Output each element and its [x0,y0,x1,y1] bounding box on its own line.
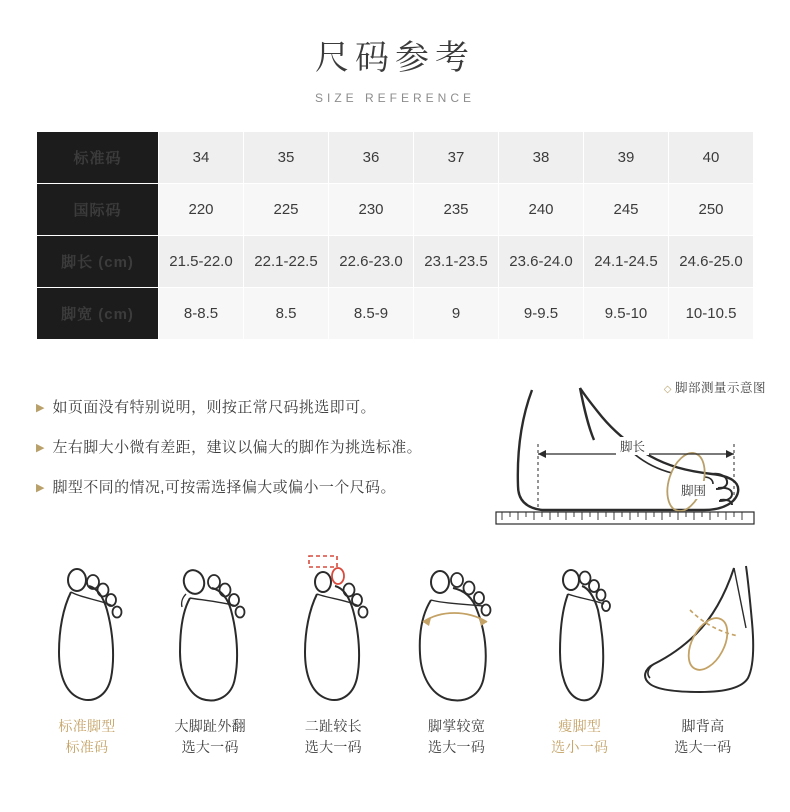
foot-type-line2: 标准码 [65,739,109,755]
foot-type-caption [174,716,246,758]
foot-type-line2: 选小一码 [551,739,609,755]
foot-type-caption [551,716,608,758]
row-label: 标准码 [37,131,159,183]
triangle-bullet-icon: ▶ [36,402,45,414]
table-cell: 250 [669,183,754,235]
foot-measure-diagram [472,382,772,537]
foot-illustration-standard [41,540,133,708]
table-cell: 22.1-22.5 [244,235,329,287]
foot-bunion-icon [164,548,256,708]
table-cell: 38 [499,131,584,183]
table-cell: 9-9.5 [499,287,584,339]
foot-illustration-narrow [538,540,622,708]
foot-type-line1: 脚掌较宽 [427,718,486,734]
size-table [36,131,754,340]
note-item [36,438,466,458]
note-item [36,398,466,418]
foot-side-view-svg [472,382,772,537]
table-cell: 24.1-24.5 [584,235,669,287]
foot-type-caption [428,716,485,758]
foot-type-line1: 大脚趾外翻 [174,718,246,734]
table-cell: 8-8.5 [159,287,244,339]
table-cell: 9.5-10 [584,287,669,339]
foot-type-caption [305,716,362,758]
triangle-bullet-icon: ▶ [36,482,45,494]
size-table-wrap [36,131,754,340]
foot-long-second-toe-icon [287,548,379,708]
foot-narrow-icon [538,548,622,708]
table-row [37,235,754,287]
foot-illustration-high-instep [638,540,768,708]
triangle-bullet-icon: ▶ [36,442,45,454]
table-cell: 9 [414,287,499,339]
foot-high-instep-icon [638,548,768,708]
table-cell: 40 [669,131,754,183]
table-cell: 220 [159,183,244,235]
foot-illustration-bunion [164,540,256,708]
row-label: 国际码 [37,183,159,235]
table-cell: 230 [329,183,414,235]
table-cell: 24.6-25.0 [669,235,754,287]
foot-types-row [0,540,790,780]
foot-type-line1: 脚背高 [681,718,725,734]
table-row [37,183,754,235]
page-subtitle: SIZE REFERENCE [314,90,475,105]
table-cell: 240 [499,183,584,235]
table-cell: 245 [584,183,669,235]
note-text: 左右脚大小微有差距，建议以偏大的脚作为挑选标准。 [52,439,423,456]
table-cell: 36 [329,131,414,183]
table-cell: 10-10.5 [669,287,754,339]
table-cell: 39 [584,131,669,183]
table-cell: 225 [244,183,329,235]
foot-standard-icon [41,548,133,708]
foot-type-item [644,540,762,780]
table-cell: 23.1-23.5 [414,235,499,287]
foot-illustration-wide [407,540,507,708]
table-cell: 22.6-23.0 [329,235,414,287]
foot-illustration-long-second-toe [287,540,379,708]
note-text: 脚型不同的情况,可按需选择偏大或偏小一个尺码。 [52,479,396,496]
foot-type-line1: 二趾较长 [304,718,362,734]
foot-type-item [28,540,146,780]
page-header [0,0,790,105]
table-cell: 34 [159,131,244,183]
measure-girth-label: 脚围 [678,481,709,499]
row-label: 脚长 (cm) [37,235,159,287]
foot-type-item [274,540,392,780]
table-row [37,287,754,339]
table-cell: 23.6-24.0 [499,235,584,287]
foot-type-line2: 选大一码 [304,739,362,755]
foot-wide-icon [407,548,507,708]
diamond-icon: ◇ [663,384,672,395]
table-cell: 21.5-22.0 [159,235,244,287]
foot-type-caption [58,716,115,758]
row-label: 脚宽 (cm) [37,287,159,339]
table-cell: 235 [414,183,499,235]
diagram-title [664,378,766,396]
note-text: 如页面没有特别说明，则按正常尺码挑选即可。 [52,399,376,416]
foot-type-line1: 标准脚型 [58,718,116,734]
foot-type-item [151,540,269,780]
diagram-title-text: 脚部测量示意图 [674,381,766,395]
foot-type-line2: 选大一码 [674,739,732,755]
measure-length-label: 脚长 [616,437,649,455]
foot-type-item [521,540,639,780]
foot-type-line1: 瘦脚型 [558,718,602,734]
table-cell: 8.5 [244,287,329,339]
foot-type-item [398,540,516,780]
table-cell: 37 [414,131,499,183]
page-title: 尺码参考 [315,39,475,77]
foot-type-line2: 选大一码 [181,739,239,755]
table-row [37,131,754,183]
table-cell: 35 [244,131,329,183]
note-item [36,478,466,498]
foot-type-caption [674,716,731,758]
notes-list [36,398,466,518]
table-cell: 8.5-9 [329,287,414,339]
foot-type-line2: 选大一码 [427,739,486,755]
